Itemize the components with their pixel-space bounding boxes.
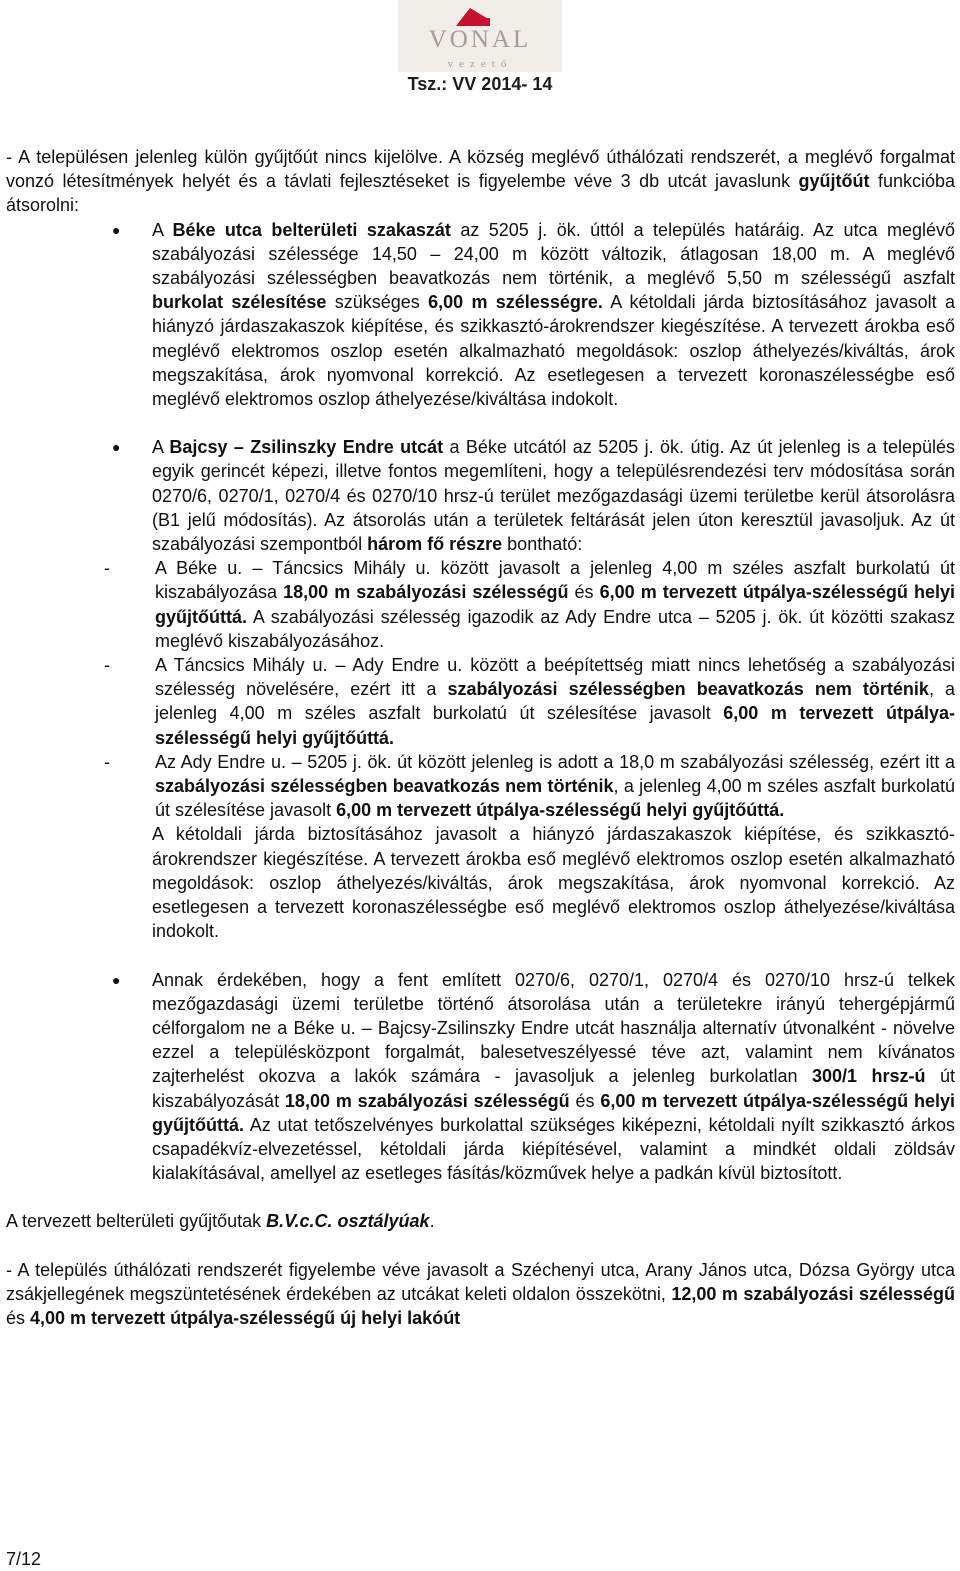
bullet-icon: ● — [112, 971, 121, 988]
sublist-item-tancsics-ady: - A Táncsics Mihály u. – Ady Endre u. között a beépítettség miatt nincs lehetőség a szabályozási szélesség növelésére, ezért itt a szabályozási szélességben beavatkozás nem történik, a jelenleg 4,00 m széles aszfalt burkolatú út szélesítése javasolt 6,00 m tervezett útpálya-szélességű helyi gyűjtőúttá. — [104, 655, 956, 748]
sublist-item-beke-tancsics: - A Béke u. – Táncsics Mihály u. között javasolt a jelenleg 4,00 m széles aszfalt burkolatú út kiszabályozása 18,00 m szabályozási szélességű és 6,00 m tervezett útpálya-szélességű helyi gyűjtőúttá. A szabályozási szélesség igazodik az Ady Endre utca – 5205 j. ök. út közötti szakasz meglévő kiszabályozásához. — [104, 558, 955, 651]
logo-subtitle: vezető — [447, 58, 513, 70]
list-item-bajcsy-closing: A kétoldali járda biztosításához javasolt a hiányzó járdaszakaszok kiépítése, és szikkasztó-árokrendszer kiegészítése. A tervezett árokba eső meglévő elektromos oszlop esetén alkalmazható megoldások: oszlop áthelyezés/kiváltás, árok megszakítása, árok nyomvonal korrekció. Az esetlegesen a tervezett koronaszélességbe eső meglévő elektromos oszlop áthelyezése/kiváltása indokolt. — [152, 824, 955, 942]
list-item-beke-utca: ● A Béke utca belterületi szakaszát az 5205 j. ök. úttól a település határáig. Az utca meglévő szabályozási szélessége 14,50 – 24,00 m között változik, átlagosan 18,00 m. A meglévő szabályozási szélességben beavatkozás nem történik, a meglévő 5,50 m szélességű aszfalt burkolat szélesítése szükséges 6,00 m szélességre. A kétoldali járda biztosításához javasolt a hiányzó járdaszakaszok kiépítése, és szikkasztó-árokrendszer kiegészítése. A tervezett árokba eső meglévő elektromos oszlop esetén alkalmazható megoldások: oszlop áthelyezés/kiváltás, árok megszakítása, árok nyomvonal korrekció. Az esetlegesen a tervezett koronaszélességbe eső meglévő elektromos oszlop áthelyezése/kiváltása indokolt. — [112, 219, 955, 410]
document-body — [6, 145, 955, 1330]
classification-paragraph: A tervezett belterületi gyűjtőutak B.V.c.C. osztályúak. — [6, 1211, 435, 1232]
closing-paragraph: - A település úthálózati rendszerét figyelembe véve javasolt a Széchenyi utca, Arany János utca, Dózsa György utca zsákjellegének megszüntetésének érdekében az utcákat keleti oldalon összekötni, 12,00 m szabályozási szélességű és 4,00 m tervezett útpálya-szélességű új helyi lakóút — [6, 1259, 956, 1328]
page-header — [0, 0, 960, 100]
page-number: 7/12 — [6, 1549, 42, 1569]
document-id: Tsz.: VV 2014- 14 — [407, 74, 553, 94]
list-item-300-1-hrsz: ● Annak érdekében, hogy a fent említett 0270/6, 0270/1, 0270/4 és 0270/10 hrsz-ú telkek mezőgazdasági üzemi területbe történő átsorolása után a területekre irányú tehergépjármű célforgalom ne a Béke u. – Bajcsy-Zsilinszky Endre utcát használja alternatív útvonalként - növelve ezzel a településközpont forgalmát, balesetveszélyessé téve azt, valamint nem kívánatos zajterhelést okozva a lakók számára - javasoljuk a jelenleg burkolatlan 300/1 hrsz-ú út kiszabályozását 18,00 m szabályozási szélességű és 6,00 m tervezett útpálya-szélességű helyi gyűjtőúttá. Az utat tetőszelvényes burkolattal szükséges kiképezni, kétoldali nyílt szikkasztó árkos csapadékvíz-elvezetéssel, kétoldali járda kiépítésével, valamint a mindkét oldali zöldsáv kialakításával, amellyel az esetleges fásítás/közművek helye a padkán kívül biztosított. — [112, 969, 955, 1184]
sublist-item-ady-5205: - Az Ady Endre u. – 5205 j. ök. út között jelenleg is adott a 18,0 m szabályozási szélesség, ezért itt a szabályozási szélességben beavatkozás nem történik, a jelenleg 4,00 m széles aszfalt burkolatú út szélesítése javasolt 6,00 m tervezett útpálya-szélességű helyi gyűjtőúttá. — [104, 751, 955, 821]
intro-paragraph: - A településen jelenleg külön gyűjtőút nincs kijelölve. A község meglévő úthálózati rendszerét, a meglévő forgalmat vonzó létesítmények helyét és a távlati fejlesztéseket is figyelembe véve 3 db utcát javaslunk gyűjtőút funkcióba átsorolni: — [6, 147, 955, 216]
bullet-icon: ● — [112, 221, 121, 238]
vonal-logo — [398, 0, 562, 72]
bullet-icon: ● — [112, 439, 121, 456]
list-item-bajcsy-zsilinszky: ● A Bajcsy – Zsilinszky Endre utcát a Béke utcától az 5205 j. ök. útig. Az út jelenleg is a település egyik gerincét képezi, illetve fontos megemlíteni, hogy a településrendezési terv módosítása során 0270/6, 0270/1, 0270/4 és 0270/10 hrsz-ú terület mezőgazdasági üzemi területbe kerül átsorolásra (B1 jelű módosítás). Az átsorolás után a területek feltárását jelen úton keresztül javasoljuk. Az út szabályozási szempontból három fő részre bontható: — [112, 437, 955, 555]
logo-wordmark: VONAL — [428, 26, 532, 53]
